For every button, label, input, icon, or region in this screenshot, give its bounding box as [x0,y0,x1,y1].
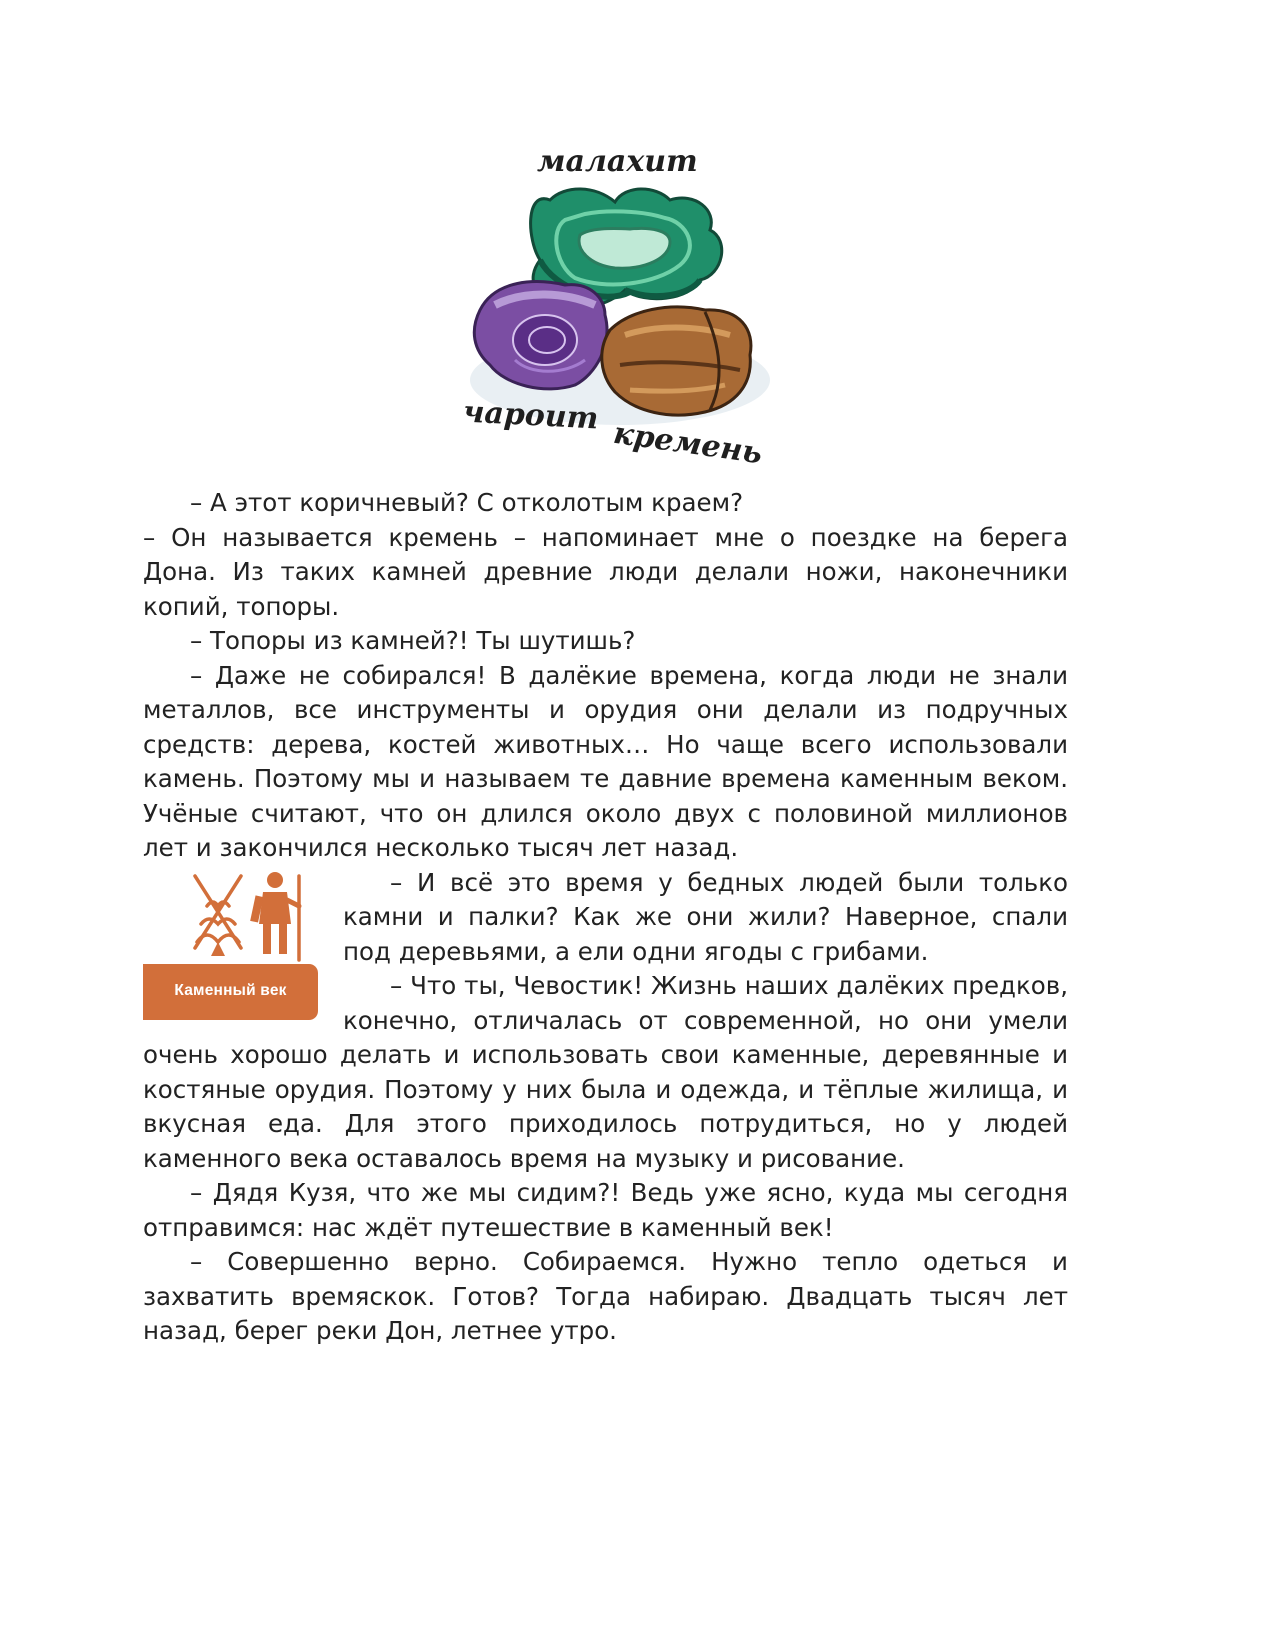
paragraph: – А этот коричневый? С отколотым краем? [190,488,744,517]
paragraph: – И всё это время у бедных людей были только камни и палки? Как же они жили? Наверное, спали под деревьями, а ели одни ягоды с грибами. [343,867,1068,966]
stone-age-tag [143,964,318,1020]
tent-and-caveman-icon [183,868,313,964]
paragraph: – Он называется кремень – напоминает мне о поездке на берега Дона. Из таких камней древние люди делали ножи, наконечники копий, топоры. [143,522,1068,621]
charoite-label: чароит [462,394,600,437]
paragraph: – Совершенно верно. Собираемся. Нужно тепло одеться и захватить времяскок. Готов? Тогда набираю. Двадцать тысяч лет назад, берег реки Дон, летнее утро. [143,1247,1068,1345]
stone-age-badge [143,868,321,1036]
paragraph: – Что ты, Чевостик! Жизнь наших далёких предков, конечно, отличалась от современной, но они умели очень хорошо делать и использовать свои каменные, деревянные и костяные орудия. Поэтому у них была и одежда, и тёплые жилища, и вкусная еда. Для этого приходилось потрудиться, но у людей каменного века оставалось время на музыку и рисование. [143,971,1068,1173]
paragraph: – Дядя Кузя, что же мы сидим?! Ведь уже ясно, куда мы сегодня отправимся: нас ждёт путешествие в каменный век! [143,1178,1068,1242]
malachite-label: малахит [537,144,698,179]
paragraph: – Топоры из камней?! Ты шутишь? [190,626,636,655]
stone-age-tag-label: Каменный век [174,982,287,1000]
flint-label: кремень [611,415,765,472]
stones-illustration [455,130,785,480]
paragraph: – Даже не собирался! В далёкие времена, когда люди не знали металлов, все инструменты и орудия они делали из подручных средств: дерева, костей животных… Но чаще всего использовали камень. Поэтому мы и называем те давние времена каменным веком. Учёные считают, что он длился около двух с половиной миллионов лет и закончился несколько тысяч лет назад. [143,660,1068,862]
flint-stone [602,307,751,415]
story-text [143,486,1068,1349]
